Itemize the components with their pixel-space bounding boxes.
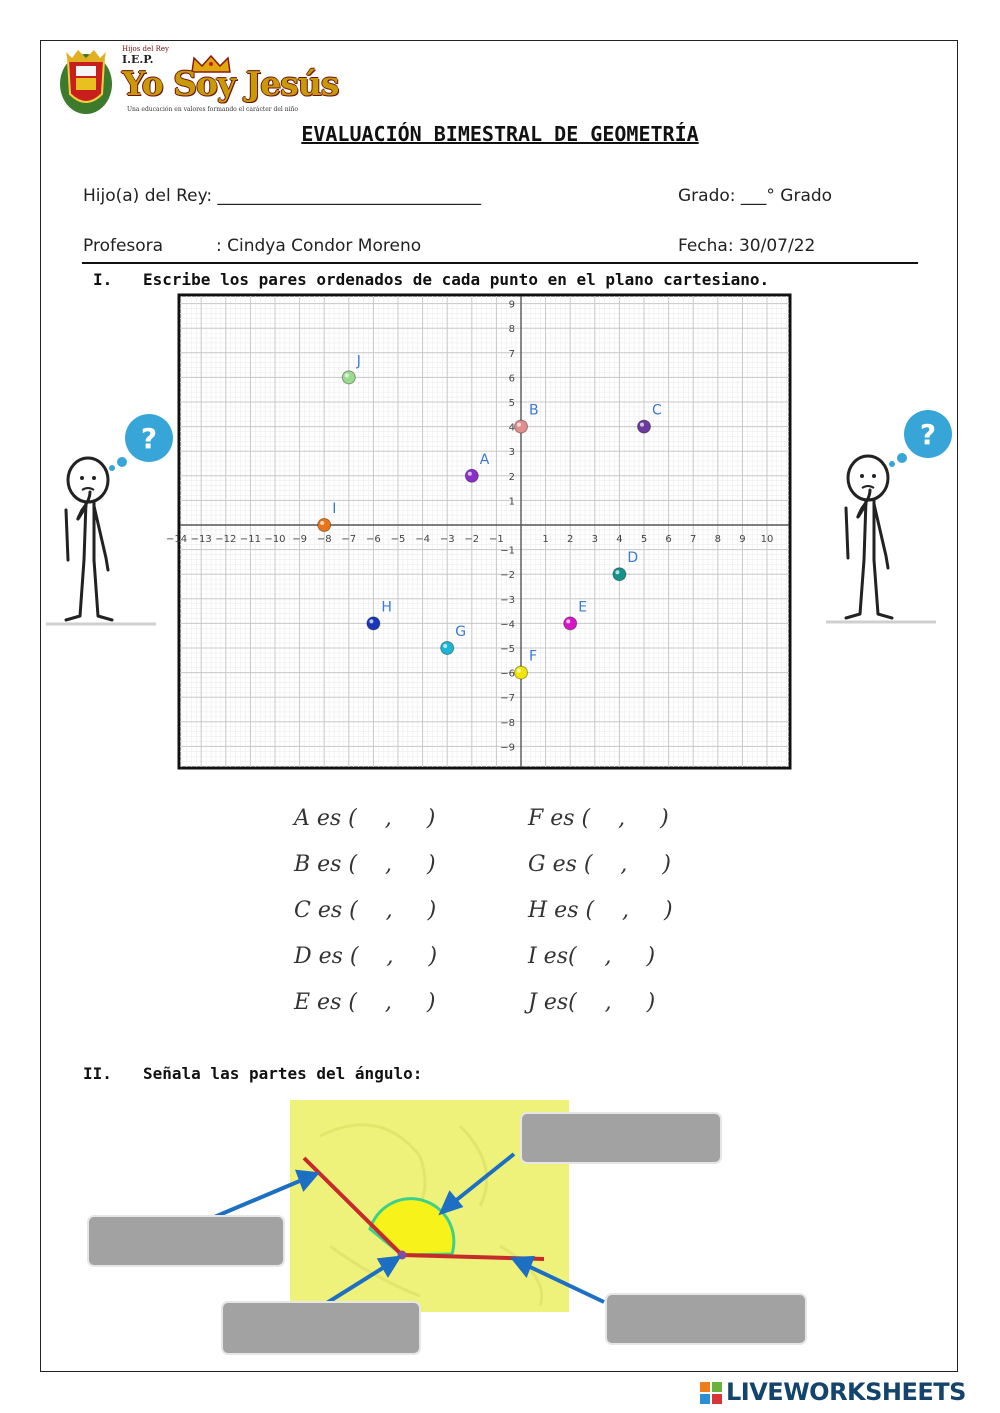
y-tick-label: 1: [508, 496, 515, 508]
point-highlight: [468, 472, 472, 476]
pair-row[interactable]: C es ( , ): [294, 898, 437, 923]
point-highlight: [517, 669, 521, 673]
point-label: D: [627, 550, 639, 567]
y-tick-label: −9: [500, 742, 515, 754]
svg-text:?: ?: [919, 418, 937, 451]
point-label: C: [652, 402, 662, 419]
pair-row[interactable]: G es ( , ): [528, 852, 671, 877]
cartesian-plane: [166, 294, 791, 769]
pair-row[interactable]: D es ( , ): [294, 944, 438, 969]
y-tick-label: 7: [508, 348, 515, 360]
logo-top-text: Hijos del Rey: [122, 45, 170, 53]
thinking-person-right-icon: [826, 410, 956, 630]
point-label: J: [356, 353, 361, 370]
date-field: Fecha: 30/07/22: [678, 236, 816, 256]
y-tick-label: −7: [500, 693, 515, 705]
y-tick-label: −2: [500, 570, 515, 582]
section-1-instruction: Escribe los pares ordenados de cada punto en el plano cartesiano.: [143, 270, 770, 289]
logo-school-type: I.E.P.: [122, 53, 154, 66]
point-label: H: [381, 599, 392, 616]
y-tick-label: 2: [508, 471, 515, 483]
pair-row[interactable]: F es ( , ): [528, 806, 669, 831]
y-tick-label: −5: [500, 644, 515, 655]
y-tick-label: −4: [500, 619, 515, 631]
x-tick-label: −8: [316, 534, 332, 545]
answer-box-vertex[interactable]: [222, 1302, 420, 1354]
x-tick-label: 7: [690, 534, 697, 545]
pair-row[interactable]: A es ( , ): [294, 806, 436, 831]
point-g: [441, 642, 454, 655]
point-e: [564, 617, 577, 630]
x-tick-label: −1: [489, 534, 504, 545]
x-tick-label: 4: [616, 534, 623, 545]
student-name-field[interactable]: Hijo(a) del Rey: _______________________________: [83, 186, 482, 206]
pair-row[interactable]: I es( , ): [528, 944, 656, 969]
point-label: I: [332, 501, 337, 517]
x-tick-label: −6: [366, 534, 381, 545]
point-j: [342, 371, 355, 384]
grade-field[interactable]: Grado: ___° Grado: [678, 186, 833, 206]
page-title: EVALUACIÓN BIMESTRAL DE GEOMETRÍA: [301, 122, 699, 146]
x-tick-label: 3: [591, 534, 598, 545]
x-tick-label: 2: [567, 534, 574, 545]
x-tick-label: −4: [415, 534, 430, 545]
x-tick-label: 8: [714, 534, 721, 545]
y-tick-label: 5: [508, 398, 515, 409]
point-c: [638, 420, 651, 433]
point-highlight: [566, 619, 570, 623]
x-tick-label: −11: [239, 534, 261, 545]
point-d: [613, 568, 626, 581]
section-2-number: II.: [83, 1064, 112, 1083]
x-tick-label: −9: [292, 534, 307, 545]
y-tick-label: −6: [500, 668, 515, 680]
x-tick-label: −7: [341, 534, 357, 545]
liveworksheets-logo-icon: [700, 1382, 724, 1404]
teacher-name: : Cindya Condor Moreno: [216, 236, 422, 256]
x-tick-label: −3: [439, 534, 455, 545]
pair-row[interactable]: J es( , ): [528, 990, 656, 1015]
x-tick-label: −14: [166, 534, 188, 545]
point-highlight: [443, 644, 447, 648]
point-a: [465, 469, 478, 482]
section-1-number: I.: [93, 270, 113, 289]
point-label: F: [529, 648, 538, 665]
y-tick-label: −1: [500, 545, 515, 557]
section-2-instruction: Señala las partes del ángulo:: [143, 1064, 423, 1083]
point-highlight: [517, 423, 521, 427]
point-highlight: [320, 521, 324, 525]
pair-row[interactable]: B es ( , ): [294, 852, 436, 877]
x-tick-label: 10: [760, 534, 774, 545]
pairs-right-column: [528, 806, 673, 1036]
x-tick-label: −5: [390, 534, 406, 545]
x-tick-label: 5: [640, 534, 648, 545]
x-tick-label: 1: [542, 534, 549, 545]
y-tick-label: 8: [508, 324, 515, 336]
answer-box-side[interactable]: [88, 1216, 284, 1266]
point-i: [318, 519, 331, 532]
point-h: [367, 617, 380, 630]
point-f: [515, 666, 528, 679]
point-b: [515, 420, 528, 433]
x-tick-label: 9: [739, 534, 746, 545]
y-tick-label: −3: [500, 594, 515, 606]
y-tick-label: 3: [508, 447, 515, 459]
point-label: B: [529, 402, 539, 419]
pair-row[interactable]: H es ( , ): [528, 898, 673, 923]
svg-text:?: ?: [140, 422, 158, 455]
x-tick-label: −10: [264, 534, 286, 545]
y-tick-label: −8: [500, 717, 515, 729]
point-highlight: [369, 619, 373, 623]
point-highlight: [615, 570, 619, 574]
answer-box-side-2[interactable]: [606, 1294, 806, 1344]
y-tick-label: 9: [508, 299, 515, 311]
pair-row[interactable]: E es ( , ): [294, 990, 436, 1015]
y-tick-label: 6: [508, 373, 515, 385]
thinking-person-left-icon: [46, 410, 176, 630]
point-label: A: [479, 451, 490, 468]
point-highlight: [345, 373, 349, 377]
x-tick-label: −12: [215, 534, 237, 545]
teacher-label: Profesora: [83, 236, 164, 256]
header-divider: [82, 262, 918, 264]
y-tick-label: 4: [508, 422, 515, 434]
pairs-left-column: [294, 806, 437, 1036]
logo-motto: Una educación en valores formando el carácter del niño: [127, 106, 299, 113]
point-label: G: [455, 624, 467, 640]
x-tick-label: −2: [464, 534, 480, 545]
point-highlight: [640, 423, 644, 427]
school-crest-icon: [58, 46, 114, 116]
logo-name: Yo Soy Jesús: [122, 64, 339, 103]
footer-brand: LIVEWORKSHEETS: [726, 1378, 966, 1406]
x-tick-label: 6: [665, 534, 672, 545]
angle-diagram: [80, 1096, 820, 1366]
x-tick-label: −13: [190, 534, 212, 545]
point-label: E: [578, 599, 588, 616]
answer-box-arc[interactable]: [521, 1113, 721, 1163]
